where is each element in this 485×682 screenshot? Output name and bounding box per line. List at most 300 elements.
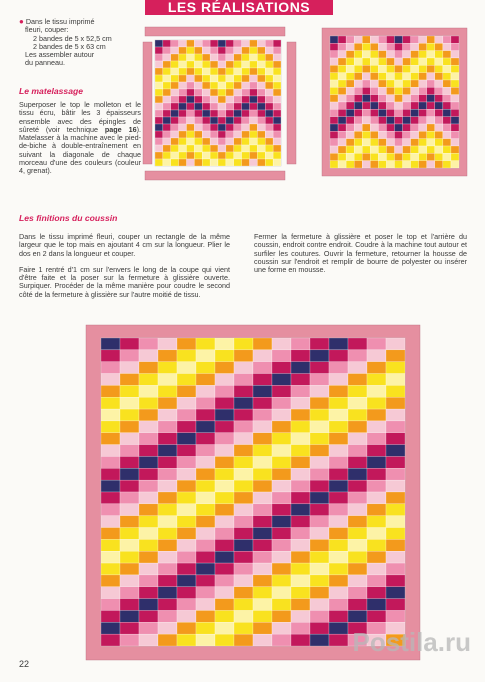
top-right-panel-piece	[427, 80, 435, 87]
top-right-panel-piece	[370, 80, 378, 87]
cushion-panel-piece	[386, 480, 405, 492]
top-right-panel-piece	[443, 43, 451, 50]
cushion-panel-piece	[177, 445, 196, 457]
top-left-panel-piece	[210, 54, 218, 61]
cushion-panel-piece	[253, 634, 272, 646]
cushion-panel-piece	[272, 468, 291, 480]
top-right-panel-piece	[338, 51, 346, 58]
top-left-panel-piece	[202, 89, 210, 96]
cushion-panel-piece	[120, 492, 139, 504]
cushion-panel-piece	[310, 445, 329, 457]
top-left-panel-piece	[187, 61, 195, 68]
top-right-panel-piece	[435, 131, 443, 138]
cushion-panel-piece	[120, 362, 139, 374]
top-left-panel-piece	[265, 110, 273, 117]
top-right-panel-piece	[354, 102, 362, 109]
top-right-panel-piece	[435, 117, 443, 124]
cushion-panel-piece	[139, 350, 158, 362]
cushion-panel-piece	[177, 599, 196, 611]
top-left-panel-piece	[257, 145, 265, 152]
top-right-panel-piece	[362, 65, 370, 72]
top-right-panel-piece	[427, 58, 435, 65]
top-right-panel-piece	[443, 102, 451, 109]
top-left-panel-piece	[210, 110, 218, 117]
top-left-panel-piece	[202, 145, 210, 152]
cushion-panel-piece	[196, 397, 215, 409]
top-right-panel-piece	[378, 43, 386, 50]
cushion-panel-piece	[329, 492, 348, 504]
cushion-panel-piece	[348, 504, 367, 516]
cushion-panel-piece	[386, 468, 405, 480]
top-left-panel-piece	[242, 131, 250, 138]
cushion-panel-piece	[253, 397, 272, 409]
cushion-panel-piece	[348, 599, 367, 611]
top-left-panel-piece	[273, 47, 281, 54]
top-right-panel-piece	[378, 109, 386, 116]
top-right-panel-piece	[346, 117, 354, 124]
top-right-panel-piece	[346, 73, 354, 80]
top-right-panel-piece	[330, 65, 338, 72]
cushion-panel-piece	[120, 350, 139, 362]
cushion-panel-piece	[348, 575, 367, 587]
cushion-panel-piece	[234, 456, 253, 468]
cushion-panel-piece	[348, 350, 367, 362]
top-left-panel-piece	[234, 145, 242, 152]
top-right-panel-piece	[419, 43, 427, 50]
cushion-panel-piece	[139, 397, 158, 409]
cushion-panel-piece	[348, 362, 367, 374]
top-left-panel-piece	[250, 124, 258, 131]
cushion-panel-piece	[348, 397, 367, 409]
top-right-panel-piece	[411, 139, 419, 146]
cushion-panel-piece	[158, 397, 177, 409]
page-number: 22	[19, 659, 30, 669]
top-left-panel-piece	[226, 54, 234, 61]
top-right-panel-piece	[386, 146, 394, 153]
cushion-panel-piece	[329, 634, 348, 646]
cushion-panel-piece	[139, 610, 158, 622]
cushion-panel-piece	[177, 575, 196, 587]
cushion-panel-piece	[272, 575, 291, 587]
top-left-panel-piece	[257, 110, 265, 117]
top-left-panel-piece	[265, 47, 273, 54]
cushion-panel-piece	[272, 587, 291, 599]
top-right-panel-piece	[338, 73, 346, 80]
cushion-panel-piece	[386, 433, 405, 445]
cushion-panel-piece	[158, 599, 177, 611]
top-right-panel-piece	[411, 109, 419, 116]
cushion-panel-piece	[215, 445, 234, 457]
cushion-panel-piece	[348, 456, 367, 468]
top-left-panel-piece	[171, 40, 179, 47]
top-left-panel-piece	[194, 159, 202, 166]
cushion-panel-piece	[310, 397, 329, 409]
cushion-panel-piece	[329, 539, 348, 551]
cushion-panel-piece	[215, 397, 234, 409]
cushion-panel-piece	[120, 516, 139, 528]
cushion-panel-piece	[196, 468, 215, 480]
intro-line-4: 2 bandes de 5 x 63 cm	[33, 41, 106, 51]
top-right-panel-piece	[395, 161, 403, 168]
cushion-panel-piece	[291, 456, 310, 468]
top-left-panel-piece	[218, 124, 226, 131]
top-left-panel-piece	[187, 110, 195, 117]
top-right-panel-piece	[451, 51, 459, 58]
top-left-panel-piece	[273, 138, 281, 145]
top-left-panel-piece	[187, 117, 195, 124]
cushion-panel-piece	[177, 338, 196, 350]
cushion-panel-piece	[196, 456, 215, 468]
top-left-panel-piece	[187, 75, 195, 82]
top-left-panel-piece	[194, 152, 202, 159]
top-left-panel-piece	[257, 68, 265, 75]
cushion-panel-piece	[234, 539, 253, 551]
top-right-panel-piece	[443, 65, 451, 72]
cushion-panel-piece	[101, 516, 120, 528]
cushion-panel-piece	[234, 433, 253, 445]
top-left-panel-piece	[218, 47, 226, 54]
cushion-panel-piece	[215, 362, 234, 374]
top-right-panel-piece	[346, 139, 354, 146]
cushion-panel-piece	[215, 563, 234, 575]
cushion-panel-piece	[158, 622, 177, 634]
top-right-panel-piece	[386, 124, 394, 131]
top-right-panel-piece	[362, 58, 370, 65]
top-right-panel-piece	[395, 73, 403, 80]
cushion-panel-piece	[196, 350, 215, 362]
top-right-panel-piece	[411, 65, 419, 72]
cushion-panel-piece	[253, 599, 272, 611]
top-right-panel-piece	[362, 161, 370, 168]
top-right-panel-piece	[370, 161, 378, 168]
cushion-panel-piece	[120, 504, 139, 516]
cushion-panel-piece	[386, 575, 405, 587]
top-left-panel-piece	[187, 89, 195, 96]
top-right-panel-piece	[338, 139, 346, 146]
cushion-panel-piece	[234, 504, 253, 516]
cushion-panel-piece	[272, 516, 291, 528]
top-right-panel-piece	[386, 102, 394, 109]
cushion-panel-piece	[215, 338, 234, 350]
top-left-panel-piece	[265, 145, 273, 152]
cushion-panel-piece	[139, 445, 158, 457]
cushion-panel-piece	[196, 492, 215, 504]
top-left-panel-piece	[179, 61, 187, 68]
cushion-panel-piece	[101, 374, 120, 386]
top-left-panel-piece	[226, 40, 234, 47]
top-left-panel-piece	[187, 138, 195, 145]
cushion-panel-piece	[329, 362, 348, 374]
top-right-panel-piece	[330, 161, 338, 168]
cushion-panel-piece	[101, 634, 120, 646]
cushion-panel-piece	[196, 338, 215, 350]
top-left-panel-piece	[171, 152, 179, 159]
cushion-panel-piece	[158, 385, 177, 397]
top-right-panel-piece	[443, 117, 451, 124]
cushion-panel-piece	[310, 622, 329, 634]
border-strip-right	[287, 42, 296, 164]
top-left-panel-piece	[242, 152, 250, 159]
top-left-panel-piece	[273, 145, 281, 152]
cushion-panel-piece	[120, 528, 139, 540]
cushion-panel-piece	[120, 599, 139, 611]
cushion-panel-piece	[348, 468, 367, 480]
top-left-panel-piece	[273, 68, 281, 75]
top-right-panel-piece	[419, 73, 427, 80]
top-left-panel-piece	[155, 145, 163, 152]
top-right-panel-piece	[338, 102, 346, 109]
top-right-panel-piece	[419, 131, 427, 138]
cushion-panel-piece	[215, 575, 234, 587]
cushion-panel-piece	[386, 492, 405, 504]
top-right-panel-piece	[451, 65, 459, 72]
top-left-panel-piece	[187, 47, 195, 54]
cushion-panel-piece	[386, 539, 405, 551]
border-strip-bottom	[145, 171, 285, 180]
top-left-panel-piece	[194, 68, 202, 75]
top-left-panel-piece	[202, 47, 210, 54]
top-left-panel-piece	[234, 96, 242, 103]
cushion-panel-piece	[120, 397, 139, 409]
top-right-panel-piece	[403, 139, 411, 146]
cushion-panel-piece	[120, 409, 139, 421]
cushion-panel-piece	[291, 539, 310, 551]
cushion-panel-piece	[120, 480, 139, 492]
cushion-panel-piece	[253, 539, 272, 551]
top-left-panel-piece	[273, 103, 281, 110]
top-right-panel-piece	[354, 109, 362, 116]
top-left-panel-piece	[179, 75, 187, 82]
top-left-panel-piece	[210, 152, 218, 159]
cushion-panel-piece	[253, 587, 272, 599]
intro-line-6: du panneau.	[25, 58, 65, 68]
top-right-panel-piece	[362, 87, 370, 94]
top-right-panel-piece	[451, 153, 459, 160]
cushion-panel-piece	[120, 563, 139, 575]
cushion-panel-piece	[329, 551, 348, 563]
top-left-panel-piece	[187, 131, 195, 138]
top-right-panel-piece	[362, 102, 370, 109]
top-right-panel-piece	[411, 73, 419, 80]
cushion-panel-piece	[120, 634, 139, 646]
cushion-panel-piece	[101, 587, 120, 599]
top-right-panel-piece	[330, 58, 338, 65]
top-right-panel-piece	[403, 73, 411, 80]
top-left-panel-piece	[226, 138, 234, 145]
cushion-panel-piece	[367, 338, 386, 350]
top-right-panel-piece	[370, 117, 378, 124]
cushion-panel-piece	[196, 385, 215, 397]
top-right-panel-piece	[403, 95, 411, 102]
cushion-panel-piece	[215, 480, 234, 492]
cushion-panel-piece	[139, 528, 158, 540]
cushion-panel-piece	[253, 563, 272, 575]
top-right-panel-piece	[386, 51, 394, 58]
top-right-panel-piece	[451, 95, 459, 102]
top-right-panel-piece	[419, 36, 427, 43]
top-right-panel-piece	[435, 58, 443, 65]
cushion-panel-piece	[101, 397, 120, 409]
top-right-panel-piece	[370, 58, 378, 65]
top-right-panel-piece	[354, 43, 362, 50]
top-right-panel-piece	[330, 51, 338, 58]
cushion-panel-piece	[329, 575, 348, 587]
top-left-panel-piece	[202, 40, 210, 47]
cushion-panel-piece	[272, 421, 291, 433]
cushion-panel-piece	[120, 421, 139, 433]
top-left-panel-piece	[202, 131, 210, 138]
top-right-panel-piece	[427, 43, 435, 50]
top-left-panel-piece	[202, 82, 210, 89]
cushion-panel-piece	[253, 374, 272, 386]
cushion-panel-piece	[291, 374, 310, 386]
top-right-panel-piece	[386, 58, 394, 65]
cushion-panel-piece	[348, 551, 367, 563]
cushion-panel-piece	[101, 456, 120, 468]
cushion-panel-piece	[215, 551, 234, 563]
top-right-panel-piece	[354, 153, 362, 160]
cushion-panel-piece	[329, 528, 348, 540]
top-right-panel-piece	[346, 87, 354, 94]
top-left-panel-piece	[218, 75, 226, 82]
cushion-panel-piece	[272, 397, 291, 409]
top-right-panel-piece	[395, 139, 403, 146]
cushion-panel-piece	[101, 622, 120, 634]
top-right-panel-piece	[443, 36, 451, 43]
cushion-panel-piece	[177, 421, 196, 433]
cushion-panel-piece	[329, 563, 348, 575]
cushion-panel-piece	[177, 610, 196, 622]
top-right-panel-piece	[354, 87, 362, 94]
top-left-panel-piece	[226, 110, 234, 117]
top-right-panel-piece	[443, 109, 451, 116]
top-left-panel-piece	[250, 61, 258, 68]
top-left-panel-piece	[257, 89, 265, 96]
top-left-panel-piece	[218, 54, 226, 61]
top-left-panel-piece	[171, 117, 179, 124]
cushion-panel-piece	[177, 433, 196, 445]
top-right-panel-piece	[354, 36, 362, 43]
top-left-panel-piece	[234, 124, 242, 131]
top-left-panel-piece	[179, 152, 187, 159]
cushion-panel-piece	[386, 563, 405, 575]
top-left-panel-piece	[155, 47, 163, 54]
top-right-panel-piece	[362, 146, 370, 153]
cushion-panel-piece	[196, 610, 215, 622]
top-right-panel-piece	[338, 124, 346, 131]
cushion-panel-piece	[272, 528, 291, 540]
top-right-panel-piece	[378, 102, 386, 109]
cushion-panel-piece	[272, 599, 291, 611]
top-right-panel-piece	[354, 146, 362, 153]
top-left-panel-piece	[171, 75, 179, 82]
top-left-panel-piece	[234, 103, 242, 110]
top-right-panel-piece	[354, 58, 362, 65]
top-right-panel-piece	[330, 43, 338, 50]
cushion-panel-piece	[367, 599, 386, 611]
top-right-panel-piece	[395, 43, 403, 50]
cushion-panel-piece	[386, 504, 405, 516]
top-left-panel-piece	[179, 131, 187, 138]
top-left-panel-piece	[273, 110, 281, 117]
top-right-panel-piece	[386, 109, 394, 116]
top-left-panel-piece	[210, 47, 218, 54]
top-right-panel-piece	[411, 87, 419, 94]
top-left-panel-piece	[155, 131, 163, 138]
top-left-panel-piece	[218, 145, 226, 152]
top-right-panel-piece	[403, 87, 411, 94]
top-right-panel-piece	[411, 80, 419, 87]
top-right-panel-piece	[362, 95, 370, 102]
cushion-panel-piece	[177, 397, 196, 409]
cushion-panel-piece	[272, 622, 291, 634]
top-left-panel-piece	[226, 96, 234, 103]
top-right-panel-piece	[346, 102, 354, 109]
top-right-panel-piece	[451, 124, 459, 131]
cushion-panel-piece	[310, 385, 329, 397]
top-left-panel-piece	[179, 145, 187, 152]
cushion-panel-piece	[101, 445, 120, 457]
top-right-panel-piece	[338, 43, 346, 50]
top-left-panel-piece	[226, 61, 234, 68]
top-left-panel-piece	[273, 117, 281, 124]
top-left-panel-piece	[163, 75, 171, 82]
top-left-panel-piece	[250, 96, 258, 103]
top-left-panel-piece	[265, 61, 273, 68]
top-left-panel-piece	[194, 61, 202, 68]
top-right-panel-piece	[378, 139, 386, 146]
cushion-panel-piece	[367, 374, 386, 386]
top-right-panel-piece	[443, 58, 451, 65]
cushion-panel-piece	[139, 622, 158, 634]
cushion-panel-piece	[215, 599, 234, 611]
top-left-panel-piece	[218, 117, 226, 124]
cushion-panel-piece	[367, 421, 386, 433]
top-left-panel-piece	[171, 82, 179, 89]
cushion-panel-piece	[196, 516, 215, 528]
cushion-panel-piece	[139, 421, 158, 433]
top-left-panel-piece	[210, 145, 218, 152]
cushion-panel-piece	[158, 409, 177, 421]
top-right-panel-piece	[451, 161, 459, 168]
top-right-panel-piece	[427, 65, 435, 72]
top-left-panel-piece	[257, 40, 265, 47]
cushion-panel-piece	[101, 350, 120, 362]
cushion-panel-piece	[101, 539, 120, 551]
cushion-panel-piece	[291, 622, 310, 634]
cushion-panel-piece	[120, 433, 139, 445]
top-left-panel-piece	[163, 82, 171, 89]
cushion-panel-piece	[158, 362, 177, 374]
top-right-panel-piece	[443, 80, 451, 87]
top-left-panel-piece	[242, 96, 250, 103]
cushion-panel-piece	[234, 445, 253, 457]
top-left-panel-piece	[242, 47, 250, 54]
cushion-panel-piece	[120, 374, 139, 386]
cushion-panel-piece	[101, 468, 120, 480]
top-left-panel-piece	[194, 117, 202, 124]
cushion-panel-piece	[310, 409, 329, 421]
cushion-panel-piece	[196, 599, 215, 611]
cushion-panel-piece	[253, 516, 272, 528]
top-left-panel-piece	[273, 54, 281, 61]
top-right-panel-piece	[427, 102, 435, 109]
cushion-panel-piece	[215, 528, 234, 540]
top-left-panel-piece	[218, 110, 226, 117]
top-right-panel-piece	[386, 95, 394, 102]
cushion-panel-piece	[367, 610, 386, 622]
top-left-panel-piece	[265, 131, 273, 138]
